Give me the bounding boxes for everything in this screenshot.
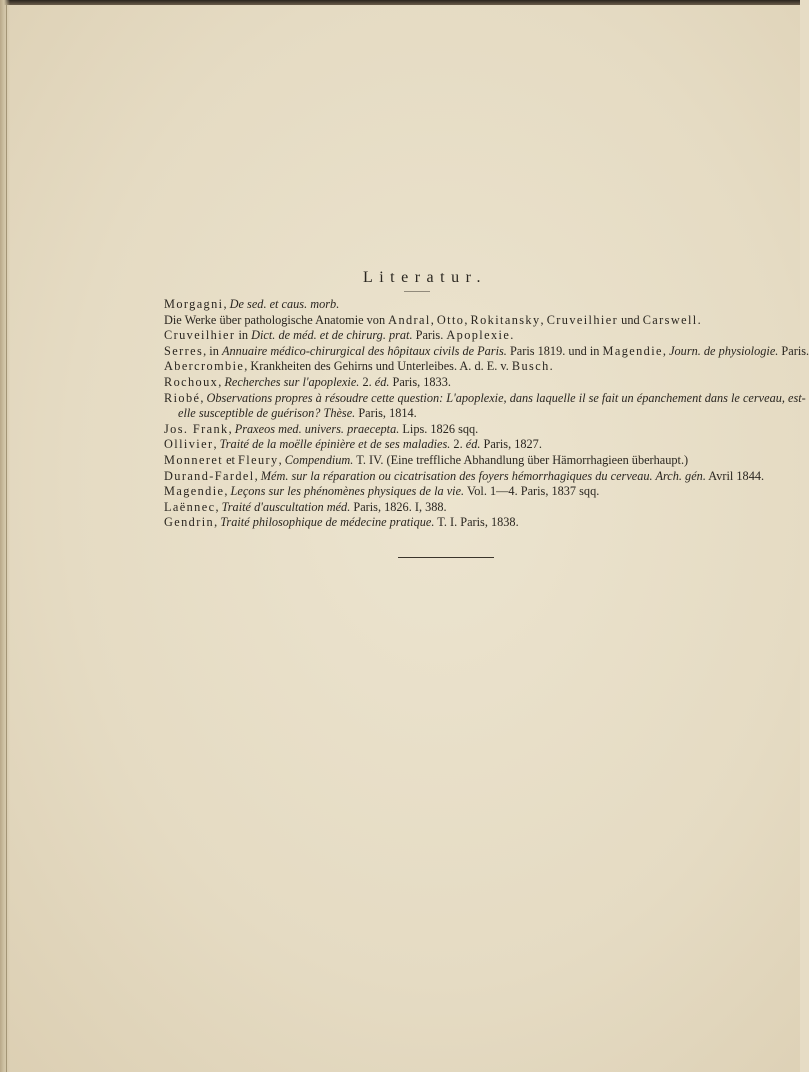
entry-text: Paris, 1814. xyxy=(355,406,417,421)
bibliography-entry xyxy=(164,359,744,375)
author-name: Magendie xyxy=(602,343,663,358)
bibliography-entry xyxy=(164,313,744,329)
work-title: Compendium. xyxy=(284,452,354,467)
bibliography-entry xyxy=(164,343,809,360)
author-name: Otto xyxy=(436,312,465,327)
bibliography-entry xyxy=(164,468,765,485)
work-title: De sed. et caus. morb. xyxy=(229,297,340,311)
entry-text: , xyxy=(254,468,261,483)
bibliography-entry xyxy=(164,484,744,500)
entry-text: Paris, 1827. xyxy=(480,437,542,452)
entry-text: T. IV. (Eine treffliche Abhandlung über Hämorrhagieen überhaupt.) xyxy=(353,452,689,467)
entry-text: , in xyxy=(203,343,222,358)
author-name: Gendrin xyxy=(164,515,215,530)
work-title: éd. xyxy=(374,374,390,389)
work-title: elle susceptible de guérison? Thèse. xyxy=(178,406,356,421)
entry-text: Die Werke über pathologische Anatomie von xyxy=(164,312,389,327)
entry-text: Paris. xyxy=(778,343,809,358)
author-name: Ollivier xyxy=(164,437,214,452)
author-name: Abercrombie xyxy=(164,359,245,374)
author-name: Apoplexie xyxy=(446,328,511,343)
work-title: Journ. de physiologie. xyxy=(669,343,779,358)
entry-text: , xyxy=(213,437,220,452)
entry-text: T. I. Paris, 1838. xyxy=(434,515,519,530)
work-title: Traité de la moëlle épinière et de ses maladies. xyxy=(219,437,451,452)
bibliography-entry xyxy=(164,437,744,453)
page-top-edge xyxy=(0,0,800,5)
entry-text: , xyxy=(540,312,547,327)
author-name: Riobé xyxy=(164,390,201,405)
author-name: Carswell xyxy=(642,312,698,327)
bibliography-entry xyxy=(164,500,744,516)
bibliography-entry xyxy=(164,515,744,531)
bibliography-entry xyxy=(164,390,806,407)
entry-text: , xyxy=(430,312,437,327)
entry-text: . xyxy=(697,312,701,327)
work-title: Traité d'auscultation méd. xyxy=(221,499,351,514)
entry-text: Avril 1844. xyxy=(705,468,765,483)
entry-text: , xyxy=(214,515,221,530)
entry-text: Paris. xyxy=(412,328,447,343)
author-name: Laënnec xyxy=(164,499,216,514)
author-name: Andral xyxy=(388,312,431,327)
entry-text: , Krankheiten des Gehirns und Unterleibes. A. d. E. v. xyxy=(244,359,512,374)
entry-text: , xyxy=(662,343,670,358)
entry-text: et xyxy=(223,452,239,467)
author-name: Busch xyxy=(511,359,550,374)
entry-text: . xyxy=(510,328,514,343)
page-binding-edge xyxy=(0,0,10,1072)
entry-text: Paris, 1833. xyxy=(389,374,451,389)
entry-text: , xyxy=(200,390,207,405)
work-title: Recherches sur l'apoplexie. xyxy=(224,374,360,389)
bibliography-entry xyxy=(164,328,744,344)
bibliography-entry xyxy=(164,453,744,469)
author-name: Morgagni xyxy=(164,297,224,311)
entry-text: , xyxy=(228,421,235,436)
work-title: Leçons sur les phénomènes physiques de la vie. xyxy=(230,484,465,499)
entry-text: , xyxy=(464,312,471,327)
work-title: Traité philosophique de médecine pratique. xyxy=(220,515,435,530)
work-title: Observations propres à résoudre cette question: L'apoplexie, dans laquelle il se fait un épanchement dans le cerveau, est- xyxy=(206,390,806,405)
bibliography-entry xyxy=(164,375,744,391)
entry-text: , xyxy=(278,452,285,467)
entry-text: , xyxy=(215,499,222,514)
entry-text: Paris, 1826. I, 388. xyxy=(350,499,447,514)
entry-text: , xyxy=(223,297,230,311)
author-name: Fleury xyxy=(238,452,279,467)
author-name: Durand-Fardel xyxy=(164,468,255,483)
entry-text: Paris 1819. und in xyxy=(506,343,603,358)
entry-text: 2. xyxy=(450,437,466,452)
author-name: Monneret xyxy=(164,452,224,467)
bibliography-entry xyxy=(164,422,744,438)
page-edge-line xyxy=(6,5,7,1072)
entry-text: in xyxy=(235,328,252,343)
author-name: Cruveilhier xyxy=(164,328,236,343)
author-name: Magendie xyxy=(164,484,225,499)
work-title: Praxeos med. univers. praecepta. xyxy=(234,421,400,436)
bibliography-list xyxy=(164,297,809,531)
author-name: Cruveilhier xyxy=(546,312,619,327)
author-name: Serres xyxy=(164,343,204,358)
entry-text: , xyxy=(224,484,231,499)
author-name: Jos. Frank xyxy=(164,421,229,436)
entry-text: 2. xyxy=(359,374,375,389)
author-name: Rochoux xyxy=(164,374,219,389)
work-title: Dict. de méd. et de chirurg. prat. xyxy=(251,328,413,343)
work-title: Mém. sur la réparation ou cicatrisation des foyers hémorrhagiques du cerveau. Arch. gén. xyxy=(260,468,706,483)
entry-text: Vol. 1—4. Paris, 1837 sqq. xyxy=(464,484,600,499)
work-title: Annuaire médico-chirurgical des hôpitaux civils de Paris. xyxy=(221,343,507,358)
section-heading: Literatur. xyxy=(300,269,550,287)
entry-text: . xyxy=(549,359,553,374)
closing-rule xyxy=(398,557,494,558)
entry-text: und xyxy=(618,312,643,327)
work-title: éd. xyxy=(465,437,481,452)
bibliography-entry xyxy=(164,297,744,313)
bibliography-entry-continuation xyxy=(164,406,744,422)
entry-text: , xyxy=(218,374,225,389)
entry-text: Lips. 1826 sqq. xyxy=(399,421,479,436)
author-name: Rokitansky xyxy=(470,312,541,327)
